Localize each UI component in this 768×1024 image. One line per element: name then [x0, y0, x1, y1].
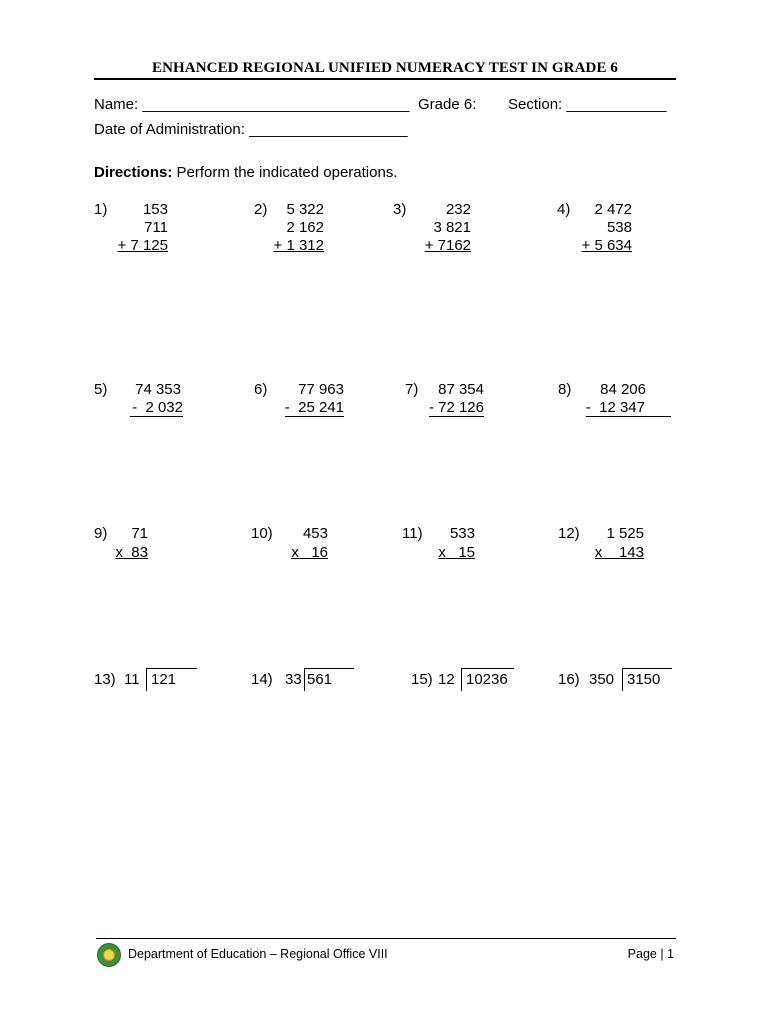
divisor: 11	[124, 671, 140, 688]
directions-text: Perform the indicated operations.	[172, 164, 398, 181]
dividend: 561	[307, 671, 333, 688]
operand: 84 206	[600, 381, 646, 398]
problem-number: 13)	[94, 671, 116, 688]
problem-number: 7)	[405, 381, 419, 398]
date-field[interactable]: Date of Administration: ___________________	[94, 121, 408, 138]
divisor: 350	[589, 671, 615, 688]
problem-number: 6)	[254, 381, 268, 398]
problem-number: 15)	[411, 671, 433, 688]
problem-number: 16)	[558, 671, 580, 688]
operand: 533	[449, 525, 475, 542]
page-number: Page | 1	[627, 947, 674, 961]
operand: 538	[606, 219, 632, 236]
divisor: 12	[438, 671, 455, 688]
grade-field: Grade 6:	[418, 96, 477, 113]
operand: x 15	[438, 544, 475, 561]
problem-number: 3)	[393, 201, 407, 218]
section-field[interactable]: Section: ____________	[508, 96, 667, 113]
dividend: 3150	[627, 671, 661, 688]
problem-number: 8)	[558, 381, 572, 398]
name-field[interactable]: Name: ________________________________	[94, 96, 410, 113]
problem-number: 2)	[254, 201, 268, 218]
operand: 232	[445, 201, 471, 218]
operand: x 143	[594, 544, 644, 561]
operand: x 83	[115, 544, 148, 561]
test-title: ENHANCED REGIONAL UNIFIED NUMERACY TEST IN GRADE 6	[151, 60, 619, 76]
operand: - 72 126	[428, 399, 484, 416]
operand: 1 525	[606, 525, 644, 542]
operand: 2 472	[594, 201, 632, 218]
directions-label: Directions:	[94, 164, 173, 181]
operand: 77 963	[298, 381, 344, 398]
operand: + 5 634	[581, 237, 632, 254]
operand: 153	[142, 201, 168, 218]
footer-office: Department of Education – Regional Office VIII	[128, 947, 388, 961]
problem-number: 4)	[557, 201, 571, 218]
dividend: 10236	[466, 671, 508, 688]
operand: 5 322	[286, 201, 324, 218]
operand: - 2 032	[132, 399, 183, 416]
problem-number: 14)	[251, 671, 273, 688]
problem-number: 10)	[251, 525, 273, 542]
operand: + 1 312	[273, 237, 324, 254]
problem-number: 5)	[94, 381, 108, 398]
operand: 3 821	[433, 219, 471, 236]
operand: 87 354	[438, 381, 484, 398]
operand: + 7 125	[117, 237, 168, 254]
operand: - 12 347	[586, 400, 671, 417]
deped-seal-icon	[97, 943, 121, 967]
problem-number: 9)	[94, 525, 108, 542]
operand: 453	[302, 525, 328, 542]
problem-number: 1)	[94, 201, 108, 218]
problem-number: 12)	[558, 525, 580, 542]
dividend: 121	[151, 671, 177, 688]
problem-number: 11)	[402, 525, 423, 542]
operand: 74 353	[135, 381, 181, 398]
operand: + 7162	[424, 237, 471, 254]
title-rule	[94, 78, 676, 80]
footer-rule	[96, 938, 676, 939]
operand: 2 162	[286, 219, 324, 236]
operand: - 25 241	[284, 399, 344, 416]
operand: x 16	[291, 544, 328, 561]
directions	[94, 164, 397, 181]
divisor: 33	[285, 671, 302, 688]
operand: 711	[144, 219, 168, 236]
operand: 71	[131, 525, 148, 542]
